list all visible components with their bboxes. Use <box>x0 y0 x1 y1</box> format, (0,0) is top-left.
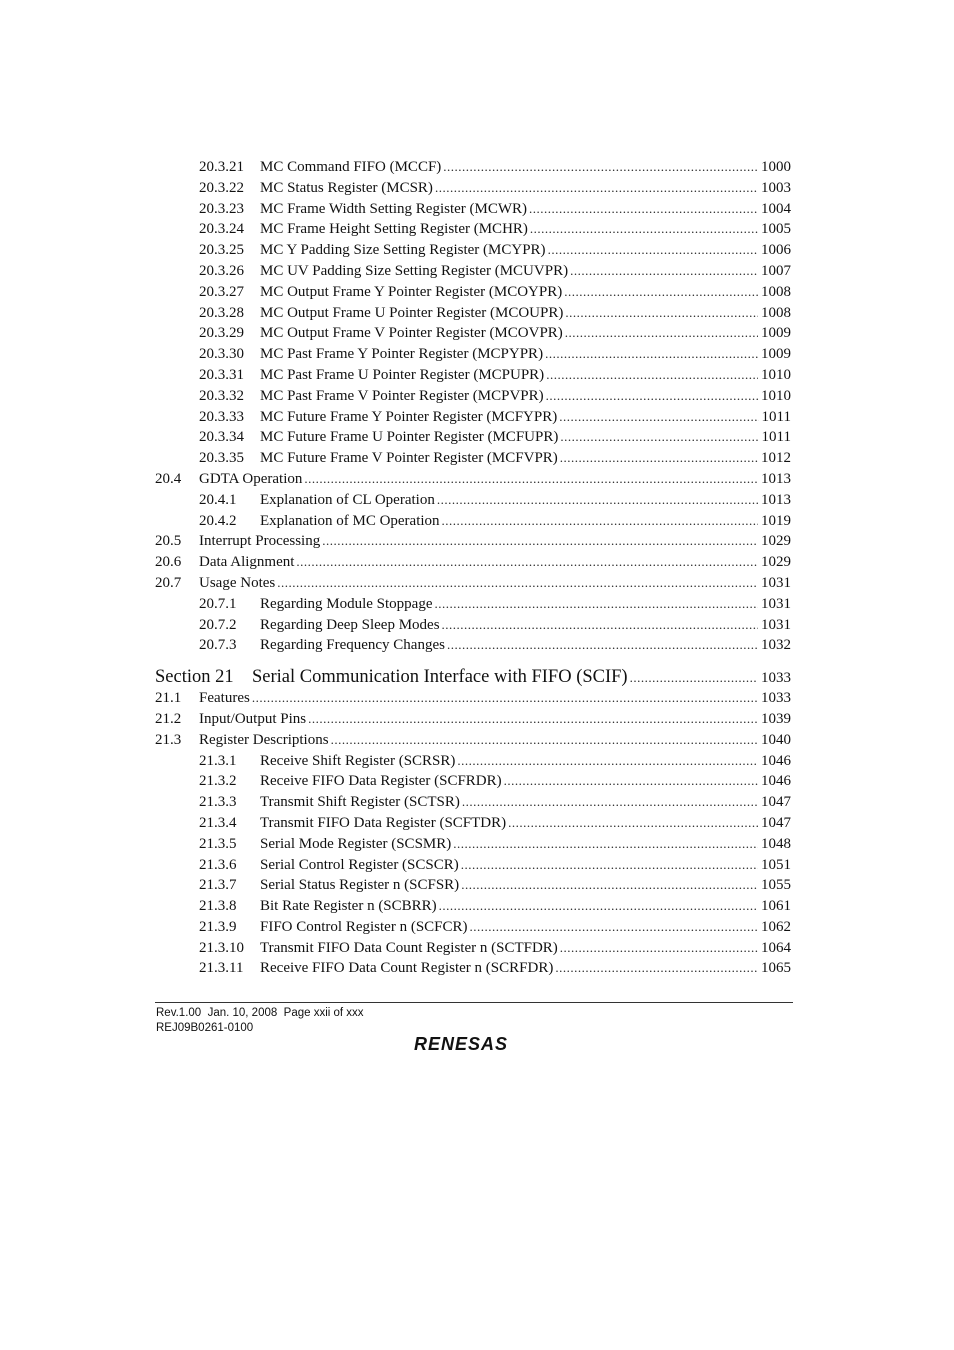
toc-entry-title: MC Past Frame U Pointer Register (MCPUPR) <box>260 366 545 383</box>
toc-entry-title: Receive Shift Register (SCRSR) <box>260 752 456 769</box>
dot-leader <box>555 958 758 979</box>
toc-entry-number: 20.7.1 <box>199 595 237 612</box>
toc-entry-title: Receive FIFO Data Register (SCFRDR) <box>260 773 502 790</box>
toc-entry[interactable] <box>155 635 791 656</box>
toc-entry-page: 1011 <box>761 408 791 425</box>
dot-leader <box>442 615 758 636</box>
toc-entry-title: MC Future Frame U Pointer Register (MCFUPR) <box>260 429 559 446</box>
toc-entry-number: 21.3.9 <box>199 918 237 935</box>
toc-entry[interactable] <box>155 490 791 511</box>
toc-entry-title: Bit Rate Register n (SCBRR) <box>260 898 437 915</box>
toc-entry-title: MC Future Frame Y Pointer Register (MCFYPR) <box>260 408 558 425</box>
toc-entry[interactable] <box>155 855 791 876</box>
footer-divider <box>155 1002 793 1003</box>
toc-entry[interactable] <box>155 552 791 573</box>
toc-entry[interactable] <box>155 407 791 428</box>
toc-entry-page: 1012 <box>761 450 791 467</box>
toc-entry-number: 20.4.1 <box>199 491 237 508</box>
toc-entry[interactable] <box>155 344 791 365</box>
dot-leader <box>296 552 758 573</box>
dot-leader <box>564 282 758 303</box>
toc-entry-page: 1009 <box>761 325 791 342</box>
dot-leader <box>252 688 758 709</box>
toc-entry-number: 21.3.4 <box>199 814 237 831</box>
toc-entry[interactable] <box>155 917 791 938</box>
dot-leader <box>331 730 758 751</box>
toc-entry-title: Explanation of CL Operation <box>260 491 435 508</box>
toc-entry-page: 1062 <box>761 918 791 935</box>
toc-entry-page: 1033 <box>761 690 791 707</box>
toc-entry-title: Serial Status Register n (SCFSR) <box>260 877 460 894</box>
toc-entry[interactable] <box>155 573 791 594</box>
toc-entry-page: 1033 <box>761 670 791 687</box>
toc-entry-title: MC Frame Height Setting Register (MCHR) <box>260 221 528 238</box>
dot-leader <box>546 386 758 407</box>
dot-leader <box>277 573 758 594</box>
toc-entry-number: 20.6 <box>155 554 182 571</box>
toc-entry-number: 21.3 <box>155 731 182 748</box>
toc-entry[interactable] <box>155 261 791 282</box>
toc-entry[interactable] <box>155 511 791 532</box>
toc-entry-number: 20.3.25 <box>199 242 244 259</box>
toc-entry-title: MC Past Frame Y Pointer Register (MCPYPR) <box>260 346 544 363</box>
toc-entry-title: MC Y Padding Size Setting Register (MCYPR) <box>260 242 546 259</box>
toc-entry-title: Receive FIFO Data Count Register n (SCRFDR) <box>260 960 554 977</box>
toc-entry[interactable] <box>155 896 791 917</box>
toc-entry-number: 21.3.3 <box>199 794 237 811</box>
toc-entry-title: MC Future Frame V Pointer Register (MCFVPR) <box>260 450 558 467</box>
dot-leader <box>529 199 758 220</box>
toc-entry-title: Serial Control Register (SCSCR) <box>260 856 459 873</box>
toc-entry[interactable] <box>155 282 791 303</box>
toc-entry-number: 20.7.2 <box>199 616 237 633</box>
dot-leader <box>504 771 758 792</box>
toc-entry-title: MC Frame Width Setting Register (MCWR) <box>260 200 528 217</box>
toc-entry[interactable] <box>155 709 791 730</box>
toc-entry-number: 20.7.3 <box>199 637 237 654</box>
toc-entry-number: 20.3.31 <box>199 366 244 383</box>
toc-entry-number: 20.3.22 <box>199 179 244 196</box>
toc-entry-number: 20.3.34 <box>199 429 244 446</box>
toc-entry[interactable] <box>155 157 791 178</box>
toc-entry[interactable] <box>155 875 791 896</box>
toc-entry[interactable] <box>155 771 791 792</box>
toc-entry[interactable] <box>155 240 791 261</box>
toc-entry-number: 20.4.2 <box>199 512 237 529</box>
dot-leader <box>470 917 758 938</box>
dot-leader <box>443 157 758 178</box>
toc-entry[interactable] <box>155 531 791 552</box>
toc-entry-number: 20.3.33 <box>199 408 244 425</box>
dot-leader <box>457 751 758 772</box>
toc-entry-page: 1048 <box>761 835 791 852</box>
toc-entry-number: 20.3.21 <box>199 159 244 175</box>
dot-leader <box>439 896 758 917</box>
page-footer <box>156 1006 364 1035</box>
toc-entry-page: 1010 <box>761 366 791 383</box>
toc-entry-title: FIFO Control Register n (SCFCR) <box>260 918 468 935</box>
toc-entry-page: 1032 <box>761 637 791 654</box>
toc-entry[interactable] <box>155 448 791 469</box>
toc-entry-page: 1047 <box>761 814 791 831</box>
dot-leader <box>442 511 758 532</box>
toc-entry[interactable] <box>155 303 791 324</box>
section-gap <box>155 656 791 666</box>
toc-entry-page: 1046 <box>761 773 791 790</box>
toc-entry-page: 1031 <box>761 574 791 591</box>
dot-leader <box>461 855 758 876</box>
dot-leader <box>304 469 758 490</box>
toc-entry-page: 1003 <box>761 179 791 196</box>
dot-leader <box>453 834 758 855</box>
toc-entry-number: 21.3.2 <box>199 773 237 790</box>
toc-entry[interactable] <box>155 178 791 199</box>
toc-entry-number: 20.3.28 <box>199 304 244 321</box>
toc-entry-page: 1011 <box>761 429 791 446</box>
dot-leader <box>560 448 758 469</box>
dot-leader <box>545 344 758 365</box>
toc-entry-number: 21.3.11 <box>199 960 244 977</box>
dot-leader <box>565 303 758 324</box>
toc-entry[interactable] <box>155 199 791 220</box>
toc-entry-page: 1000 <box>761 159 791 175</box>
toc-entry[interactable] <box>155 792 791 813</box>
toc-entry-number: 20.3.26 <box>199 262 244 279</box>
dot-leader <box>559 407 758 428</box>
toc-entry-number: 20.3.24 <box>199 221 244 238</box>
toc-entry[interactable] <box>155 365 791 386</box>
toc-entry-page: 1061 <box>761 898 791 915</box>
toc-entry-title: Interrupt Processing <box>199 533 321 550</box>
toc-entry[interactable] <box>155 219 791 240</box>
toc-entry-number: 20.3.23 <box>199 200 244 217</box>
toc-entry-title: MC Output Frame Y Pointer Register (MCOYPR) <box>260 283 563 300</box>
toc-entry-page: 1008 <box>761 304 791 321</box>
toc-entry-number: 21.1 <box>155 690 182 707</box>
toc-entry-number: 21.3.5 <box>199 835 237 852</box>
toc-entry[interactable] <box>155 615 791 636</box>
toc-entry-page: 1064 <box>761 939 791 956</box>
toc-entry-title: GDTA Operation <box>199 470 303 487</box>
toc-entry-number: 20.3.27 <box>199 283 244 300</box>
toc-entry-number: 20.3.35 <box>199 450 244 467</box>
toc-entry[interactable] <box>155 469 791 490</box>
toc-entry-page: 1008 <box>761 283 791 300</box>
toc-entry-page: 1004 <box>761 200 791 217</box>
dot-leader <box>437 490 758 511</box>
toc-entry-page: 1047 <box>761 794 791 811</box>
toc-entry[interactable] <box>155 386 791 407</box>
toc-entry[interactable] <box>155 751 791 772</box>
toc-entry-number: 20.7 <box>155 574 182 591</box>
toc-entry-number: 21.3.10 <box>199 939 244 956</box>
toc-entry-title: MC Status Register (MCSR) <box>260 179 433 196</box>
toc-entry-page: 1046 <box>761 752 791 769</box>
toc-entry-title: MC Output Frame V Pointer Register (MCOVPR) <box>260 325 563 342</box>
dot-leader <box>530 219 758 240</box>
table-of-contents <box>155 157 791 979</box>
toc-entry-number: 20.4 <box>155 470 182 487</box>
toc-entry-title: Usage Notes <box>199 574 276 591</box>
dot-leader <box>560 427 758 448</box>
toc-entry[interactable] <box>155 813 791 834</box>
toc-entry-page: 1040 <box>761 731 791 748</box>
toc-entry-page: 1051 <box>761 856 791 873</box>
toc-entry-page: 1007 <box>761 262 791 279</box>
dot-leader <box>447 635 758 656</box>
toc-entry-title: MC UV Padding Size Setting Register (MCUVPR) <box>260 262 569 279</box>
toc-entry-page: 1005 <box>761 221 791 238</box>
toc-entry[interactable] <box>155 666 791 688</box>
toc-entry-title: Input/Output Pins <box>199 710 307 727</box>
toc-entry-title: Features <box>199 690 250 707</box>
toc-entry-title: Data Alignment <box>199 554 295 571</box>
dot-leader <box>570 261 758 282</box>
toc-entry-title: Register Descriptions <box>199 731 329 748</box>
dot-leader <box>546 365 758 386</box>
dot-leader <box>548 240 758 261</box>
toc-entry-title: Regarding Deep Sleep Modes <box>260 616 440 633</box>
dot-leader <box>560 938 758 959</box>
toc-entry-page: 1013 <box>761 491 791 508</box>
toc-entry[interactable] <box>155 730 791 751</box>
dot-leader <box>434 594 758 615</box>
toc-entry-page: 1009 <box>761 346 791 363</box>
dot-leader <box>508 813 758 834</box>
toc-entry-title: Regarding Module Stoppage <box>260 595 433 612</box>
toc-entry-number: 21.3.6 <box>199 856 237 873</box>
toc-entry[interactable] <box>155 427 791 448</box>
dot-leader <box>565 323 758 344</box>
toc-entry[interactable] <box>155 958 791 979</box>
dot-leader <box>322 531 758 552</box>
toc-entry-number: 21.3.8 <box>199 898 237 915</box>
toc-entry-title: Transmit Shift Register (SCTSR) <box>260 794 460 811</box>
toc-entry[interactable] <box>155 834 791 855</box>
toc-entry[interactable] <box>155 594 791 615</box>
toc-entry-page: 1031 <box>761 616 791 633</box>
toc-entry-page: 1010 <box>761 387 791 404</box>
toc-entry-number: 20.3.29 <box>199 325 244 342</box>
toc-entry[interactable] <box>155 938 791 959</box>
toc-entry-title: MC Past Frame V Pointer Register (MCPVPR) <box>260 387 544 404</box>
toc-entry-page: 1055 <box>761 877 791 894</box>
toc-entry-title: Regarding Frequency Changes <box>260 637 445 654</box>
toc-entry[interactable] <box>155 688 791 709</box>
toc-entry-title: Serial Mode Register (SCSMR) <box>260 835 452 852</box>
renesas-logo: RENESAS <box>414 1034 509 1054</box>
toc-entry[interactable] <box>155 323 791 344</box>
toc-entry-number: 21.2 <box>155 710 182 727</box>
toc-entry-number: 21.3.1 <box>199 752 237 769</box>
toc-entry-page: 1065 <box>761 960 791 977</box>
toc-entry-page: 1039 <box>761 710 791 727</box>
dot-leader <box>435 178 758 199</box>
document-number: REJ09B0261-0100 <box>156 1021 254 1034</box>
toc-entry-page: 1013 <box>761 470 791 487</box>
toc-entry-title: Transmit FIFO Data Register (SCFTDR) <box>260 814 507 831</box>
toc-entry-page: 1029 <box>761 554 791 571</box>
toc-entry-number: 20.5 <box>155 533 182 550</box>
dot-leader <box>462 792 758 813</box>
toc-entry-title: Serial Communication Interface with FIFO (SCIF) <box>252 667 628 688</box>
toc-entry-title: MC Output Frame U Pointer Register (MCOUPR) <box>260 304 564 321</box>
dot-leader <box>630 667 758 689</box>
toc-entry-title: Explanation of MC Operation <box>260 512 440 529</box>
toc-entry-page: 1019 <box>761 512 791 529</box>
dot-leader <box>461 875 758 896</box>
toc-entry-number: 20.3.30 <box>199 346 244 363</box>
toc-entry-number: Section 21 <box>155 667 234 688</box>
toc-entry-page: 1029 <box>761 533 791 550</box>
toc-entry-page: 1031 <box>761 595 791 612</box>
toc-entry-number: 20.3.32 <box>199 387 244 404</box>
toc-entry-title: Transmit FIFO Data Count Register n (SCTFDR) <box>260 939 558 956</box>
dot-leader <box>308 709 758 730</box>
toc-entry-title: MC Command FIFO (MCCF) <box>260 159 442 175</box>
revision-info: Rev.1.00 Jan. 10, 2008 Page xxii of xxx <box>156 1007 364 1019</box>
toc-entry-number: 21.3.7 <box>199 877 237 894</box>
toc-entry-page: 1006 <box>761 242 791 259</box>
